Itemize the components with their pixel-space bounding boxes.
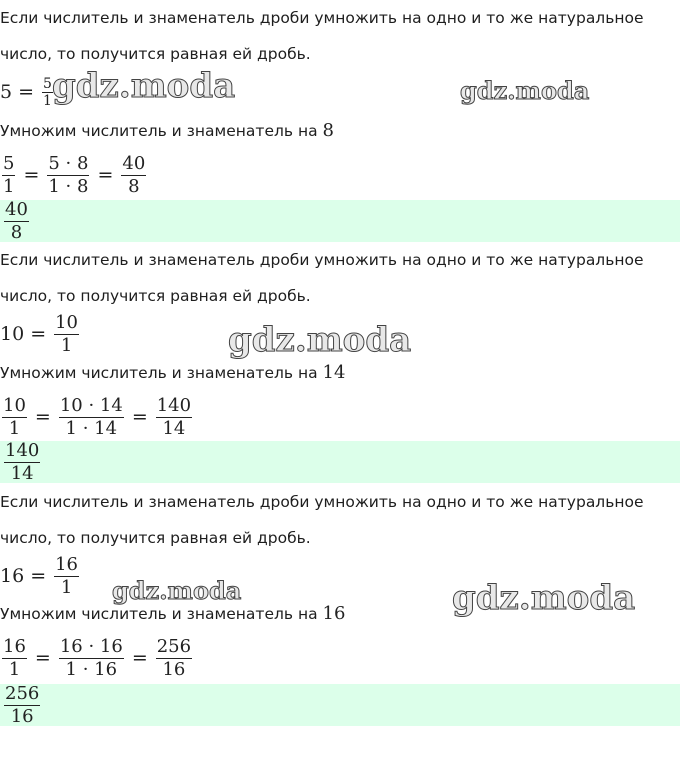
- rule-text-line2: число, то получится равная ей дробь.: [0, 45, 311, 63]
- multiplier: 8: [322, 120, 334, 141]
- multiply-instruction: Умножим числитель и знаменатель на 14: [0, 362, 346, 383]
- fraction: $\frac{5}{1}$: [3, 152, 15, 197]
- multiplier: 16: [322, 603, 346, 624]
- multiply-instruction: Умножим числитель и знаменатель на 16: [0, 603, 346, 624]
- denominator: 1: [43, 92, 52, 109]
- rule-text-line2: число, то получится равная ей дробь.: [0, 529, 311, 547]
- answer-box: [0, 684, 680, 726]
- multiply-instruction: Умножим числитель и знаменатель на 8: [0, 120, 334, 141]
- answer-fraction: 40 8: [5, 200, 28, 242]
- equals-sign: =: [34, 647, 51, 669]
- watermark-logo: gdz.moda: [228, 320, 412, 360]
- answer-box: [0, 441, 680, 483]
- fraction: $\frac{16}{1}$: [3, 635, 26, 680]
- fraction: $\frac{10}{1}$: [55, 311, 79, 356]
- whole-number: 5: [0, 81, 13, 103]
- numerator: 5: [43, 75, 52, 92]
- equals-sign: =: [30, 323, 47, 345]
- equals-sign: =: [34, 406, 51, 428]
- equals-sign: =: [18, 81, 35, 103]
- fraction-result: $\frac{256}{16}$: [156, 635, 192, 680]
- multiplication-equation: [0, 152, 300, 198]
- rule-text-line2: число, то получится равная ей дробь.: [0, 287, 311, 305]
- answer-fraction: 140 14: [5, 441, 40, 483]
- fraction-expression: $\frac{10 \cdot 14}{1 \cdot 14}$: [59, 394, 123, 439]
- watermark-logo: gdz.moda: [112, 576, 242, 605]
- equals-sign: =: [23, 164, 40, 186]
- equals-sign: =: [131, 406, 148, 428]
- watermark-logo: gdz.moda: [460, 76, 590, 105]
- fraction-expression: $\frac{5 \cdot 8}{1 \cdot 8}$: [48, 152, 89, 197]
- rule-text-line1: Если числитель и знаменатель дроби умножить на одно и то же натуральное: [0, 493, 644, 511]
- rule-text-line1: Если числитель и знаменатель дроби умножить на одно и то же натуральное: [0, 9, 644, 27]
- equals-sign: =: [97, 164, 114, 186]
- answer-fraction: 256 16: [5, 684, 40, 726]
- fraction-result: $\frac{140}{14}$: [156, 394, 192, 439]
- equals-sign: =: [131, 647, 148, 669]
- multiplication-equation: [0, 635, 300, 681]
- fraction: $\frac{10}{1}$: [3, 394, 26, 439]
- fraction: $\frac{16}{1}$: [55, 553, 79, 598]
- fraction-result: $\frac{40}{8}$: [122, 152, 146, 197]
- answer-box: [0, 200, 680, 242]
- watermark-logo: gdz.moda: [452, 578, 636, 618]
- multiplier: 14: [322, 362, 346, 383]
- whole-number: 16: [0, 565, 25, 587]
- whole-number: 10: [0, 323, 25, 345]
- fraction-expression: $\frac{16 \cdot 16}{1 \cdot 16}$: [59, 635, 123, 680]
- multiplication-equation: [0, 394, 300, 440]
- rule-text-line1: Если числитель и знаменатель дроби умножить на одно и то же натуральное: [0, 251, 644, 269]
- equals-sign: =: [30, 565, 47, 587]
- watermark-logo: gdz.moda: [52, 66, 236, 106]
